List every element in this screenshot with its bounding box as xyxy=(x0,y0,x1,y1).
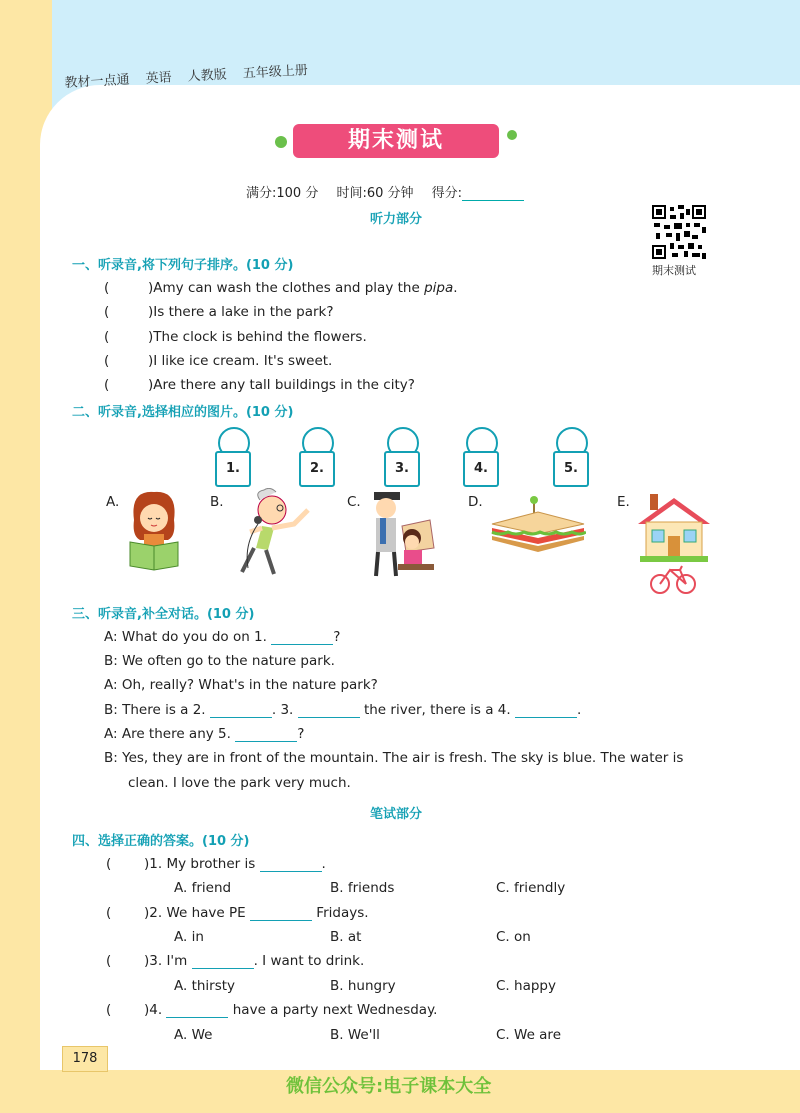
list-item: ( )Amy can wash the clothes and play the pipa. xyxy=(104,280,458,296)
option-b[interactable]: B. We'll xyxy=(330,1027,380,1043)
watermark: 微信公众号:电子课本大全 xyxy=(286,1076,492,1097)
option-letter: C. xyxy=(347,494,361,510)
header-subject: 英语 xyxy=(145,70,173,87)
answer-blank[interactable] xyxy=(250,906,312,921)
header-grade: 五年级上册 xyxy=(242,63,309,82)
qr-code-icon xyxy=(652,205,706,259)
time-limit: 时间:60 分钟 xyxy=(336,186,414,201)
section1-heading: 一、听录音,将下列句子排序。(10 分) xyxy=(72,258,294,273)
listening-title: 听力部分 xyxy=(370,212,423,227)
number-box: 3. xyxy=(384,451,420,487)
girl-reading-picture xyxy=(126,490,182,574)
header-edition: 人教版 xyxy=(187,67,228,85)
section2-heading: 二、听录音,选择相应的图片。(10 分) xyxy=(72,405,294,420)
option-letter: D. xyxy=(468,494,483,510)
question-row: ( )3. I'm . I want to drink. xyxy=(106,953,365,969)
dialogue-line: A: Oh, really? What's in the nature park? xyxy=(104,677,378,693)
option-b[interactable]: B. friends xyxy=(330,880,395,896)
man-singing-picture xyxy=(232,488,318,578)
answer-blank[interactable] xyxy=(260,857,322,872)
option-a[interactable]: A. thirsty xyxy=(174,978,236,994)
option-letter: A. xyxy=(106,494,120,510)
number-box: 2. xyxy=(299,451,335,487)
number-box: 4. xyxy=(463,451,499,487)
qr-caption: 期末测试 xyxy=(652,264,696,277)
option-a[interactable]: A. We xyxy=(174,1027,213,1043)
answer-blank[interactable] xyxy=(235,727,297,742)
score-label: 得分: xyxy=(431,186,463,201)
dialogue-line: B: Yes, they are in front of the mountain. The air is fresh. The sky is blue. The water is xyxy=(104,750,684,766)
full-score: 满分:100 分 xyxy=(246,186,319,201)
header-book: 教材一点通 xyxy=(64,72,130,91)
dialogue-line: A: What do you do on 1. ? xyxy=(104,629,341,645)
section4-heading: 四、选择正确的答案。(10 分) xyxy=(72,834,250,849)
list-item: ( )Are there any tall buildings in the city? xyxy=(104,377,415,393)
list-item: ( )The clock is behind the flowers. xyxy=(104,329,367,345)
answer-blank[interactable] xyxy=(298,703,360,718)
dialogue-line: clean. I love the park very much. xyxy=(128,775,351,791)
option-c[interactable]: C. friendly xyxy=(496,880,566,896)
score-line xyxy=(246,182,538,201)
option-letter: E. xyxy=(617,494,630,510)
dialogue-line: B: There is a 2. . 3. the river, there is a 4. . xyxy=(104,702,582,718)
option-c[interactable]: C. on xyxy=(496,929,531,945)
question-row: ( )4. have a party next Wednesday. xyxy=(106,1002,438,1018)
option-a[interactable]: A. in xyxy=(174,929,204,945)
option-c[interactable]: C. We are xyxy=(496,1027,561,1043)
answer-blank[interactable] xyxy=(166,1003,228,1018)
dialogue-line: B: We often go to the nature park. xyxy=(104,653,335,669)
answer-blank[interactable] xyxy=(192,954,254,969)
section3-heading: 三、听录音,补全对话。(10 分) xyxy=(72,607,255,622)
list-item: ( )I like ice cream. It's sweet. xyxy=(104,353,333,369)
number-box: 5. xyxy=(553,451,589,487)
option-b[interactable]: B. at xyxy=(330,929,362,945)
answer-blank[interactable] xyxy=(210,703,272,718)
answer-blank[interactable] xyxy=(515,703,577,718)
writing-title: 笔试部分 xyxy=(370,807,423,822)
option-letter: B. xyxy=(210,494,224,510)
page-number: 178 xyxy=(62,1046,108,1072)
option-c[interactable]: C. happy xyxy=(496,978,556,994)
question-row: ( )1. My brother is . xyxy=(106,856,326,872)
number-box: 1. xyxy=(215,451,251,487)
house-bike-picture xyxy=(636,490,712,596)
answer-blank[interactable] xyxy=(271,630,333,645)
question-row: ( )2. We have PE Fridays. xyxy=(106,905,369,921)
dialogue-line: A: Are there any 5. ? xyxy=(104,726,305,742)
score-blank[interactable] xyxy=(462,186,524,201)
option-a[interactable]: A. friend xyxy=(174,880,232,896)
teacher-student-picture xyxy=(368,490,440,580)
sandwich-picture xyxy=(490,494,586,554)
option-b[interactable]: B. hungry xyxy=(330,978,396,994)
page-title: 期末测试 xyxy=(293,124,499,158)
list-item: ( )Is there a lake in the park? xyxy=(104,304,334,320)
